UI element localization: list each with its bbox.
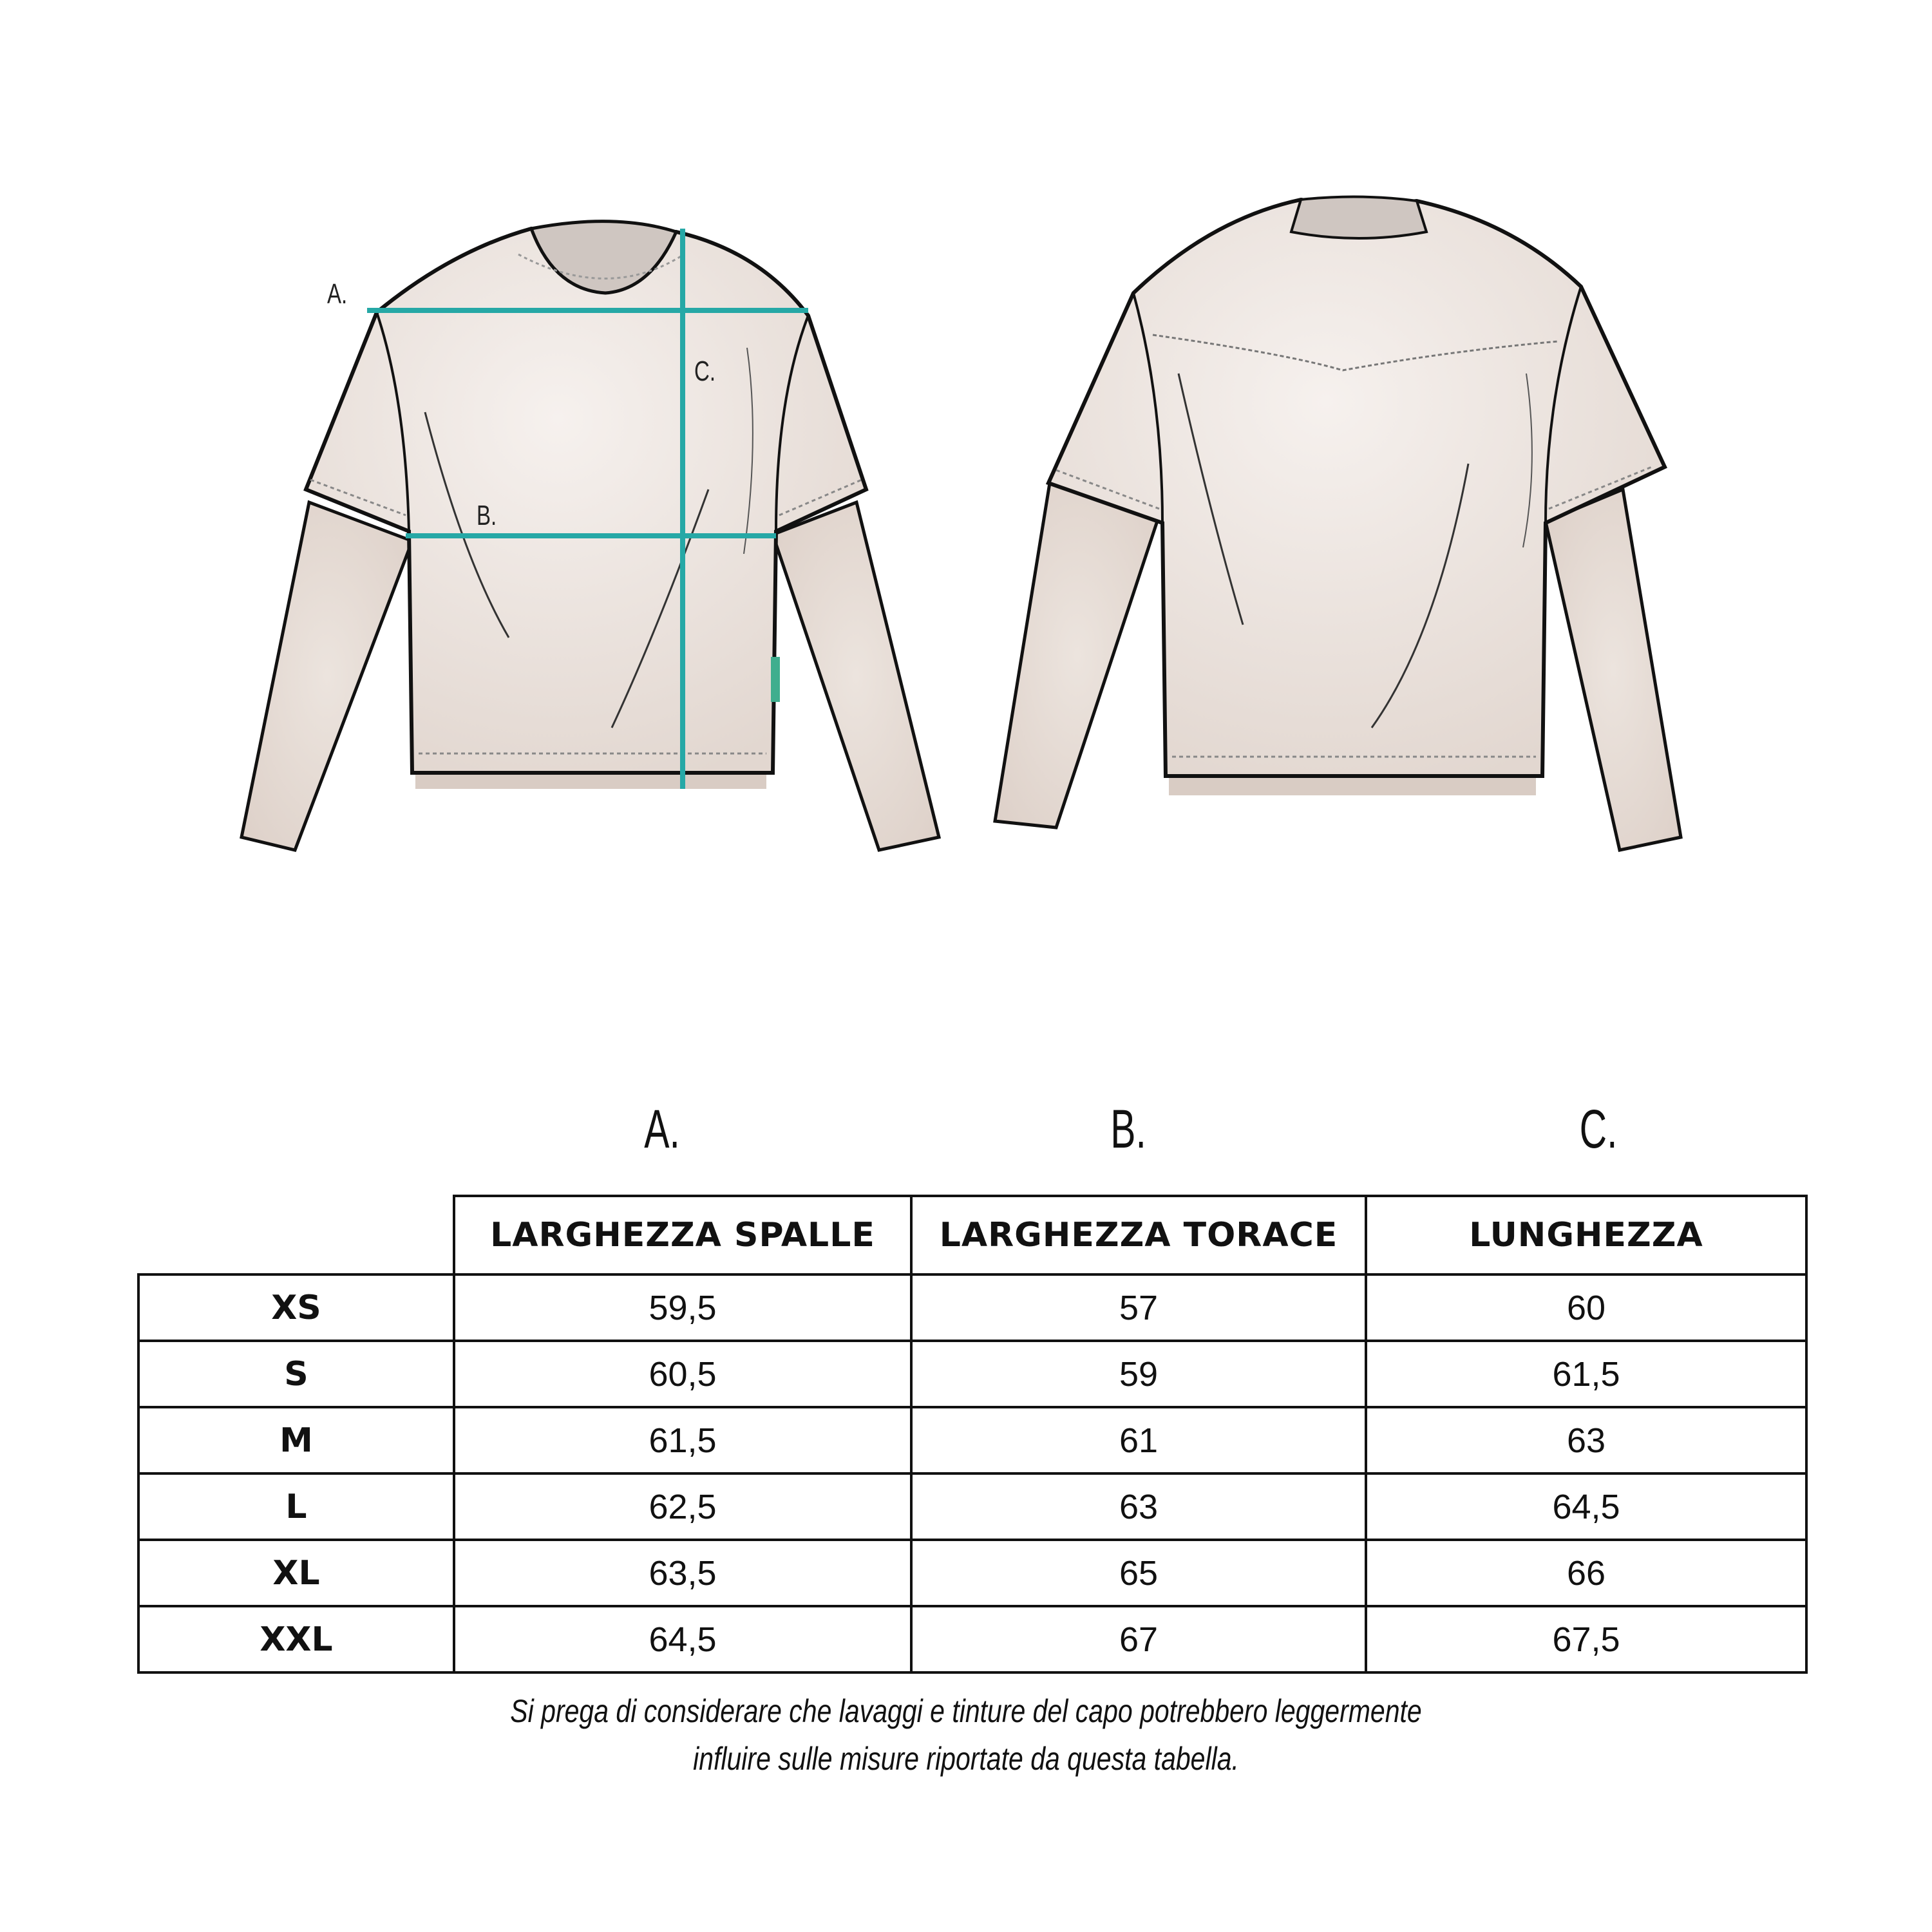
back-view: [995, 196, 1681, 850]
measure-label-b: B.: [477, 500, 497, 531]
disclaimer-line-2: influire sulle misure riportate da questa tabella.: [693, 1741, 1239, 1777]
value-cell: 59,5: [454, 1274, 911, 1341]
back-collar: [1291, 196, 1426, 238]
value-cell: 63: [911, 1473, 1366, 1540]
measure-label-a: A.: [327, 278, 348, 310]
size-label: S: [138, 1341, 454, 1407]
value-cell: 61: [911, 1407, 1366, 1473]
size-label: XS: [138, 1274, 454, 1341]
value-cell: 63,5: [454, 1540, 911, 1606]
column-letter-b: B.: [1110, 1099, 1146, 1159]
value-cell: 57: [911, 1274, 1366, 1341]
disclaimer-line-1: Si prega di considerare che lavaggi e tinture del capo potrebbero leggermente: [510, 1693, 1422, 1729]
value-cell: 67: [911, 1606, 1366, 1672]
disclaimer-note: [0, 1687, 1932, 1783]
garment-illustration: [0, 0, 1932, 902]
value-cell: 64,5: [1366, 1473, 1806, 1540]
back-body: [1048, 200, 1665, 776]
front-right-long-sleeve: [773, 502, 939, 850]
back-right-long-sleeve: [1546, 489, 1681, 850]
measure-label-c: C.: [694, 355, 715, 387]
value-cell: 60,5: [454, 1341, 911, 1407]
value-cell: 64,5: [454, 1606, 911, 1672]
table-corner-cell: [138, 1196, 454, 1274]
table-row: [138, 1473, 1806, 1540]
table-row: [138, 1606, 1806, 1672]
column-letter-a: A.: [644, 1099, 680, 1159]
header-larghezza-torace: LARGHEZZA TORACE: [911, 1196, 1366, 1274]
size-table: [137, 1195, 1808, 1674]
front-left-long-sleeve: [242, 502, 412, 850]
table-row: [138, 1407, 1806, 1473]
size-label: XL: [138, 1540, 454, 1606]
table-row: [138, 1341, 1806, 1407]
size-label: XXL: [138, 1606, 454, 1672]
header-lunghezza: LUNGHEZZA: [1366, 1196, 1806, 1274]
value-cell: 59: [911, 1341, 1366, 1407]
value-cell: 61,5: [454, 1407, 911, 1473]
value-cell: 67,5: [1366, 1606, 1806, 1672]
header-larghezza-spalle: LARGHEZZA SPALLE: [454, 1196, 911, 1274]
value-cell: 63: [1366, 1407, 1806, 1473]
value-cell: 61,5: [1366, 1341, 1806, 1407]
value-cell: 66: [1366, 1540, 1806, 1606]
value-cell: 60: [1366, 1274, 1806, 1341]
table-row: [138, 1540, 1806, 1606]
size-label: M: [138, 1407, 454, 1473]
back-left-long-sleeve: [995, 483, 1159, 828]
table-row: [138, 1274, 1806, 1341]
front-brand-tag: [771, 657, 780, 702]
value-cell: 62,5: [454, 1473, 911, 1540]
value-cell: 65: [911, 1540, 1366, 1606]
column-letter-c: C.: [1579, 1099, 1618, 1159]
size-label: L: [138, 1473, 454, 1540]
front-view: [242, 222, 939, 850]
table-header-row: [138, 1196, 1806, 1274]
